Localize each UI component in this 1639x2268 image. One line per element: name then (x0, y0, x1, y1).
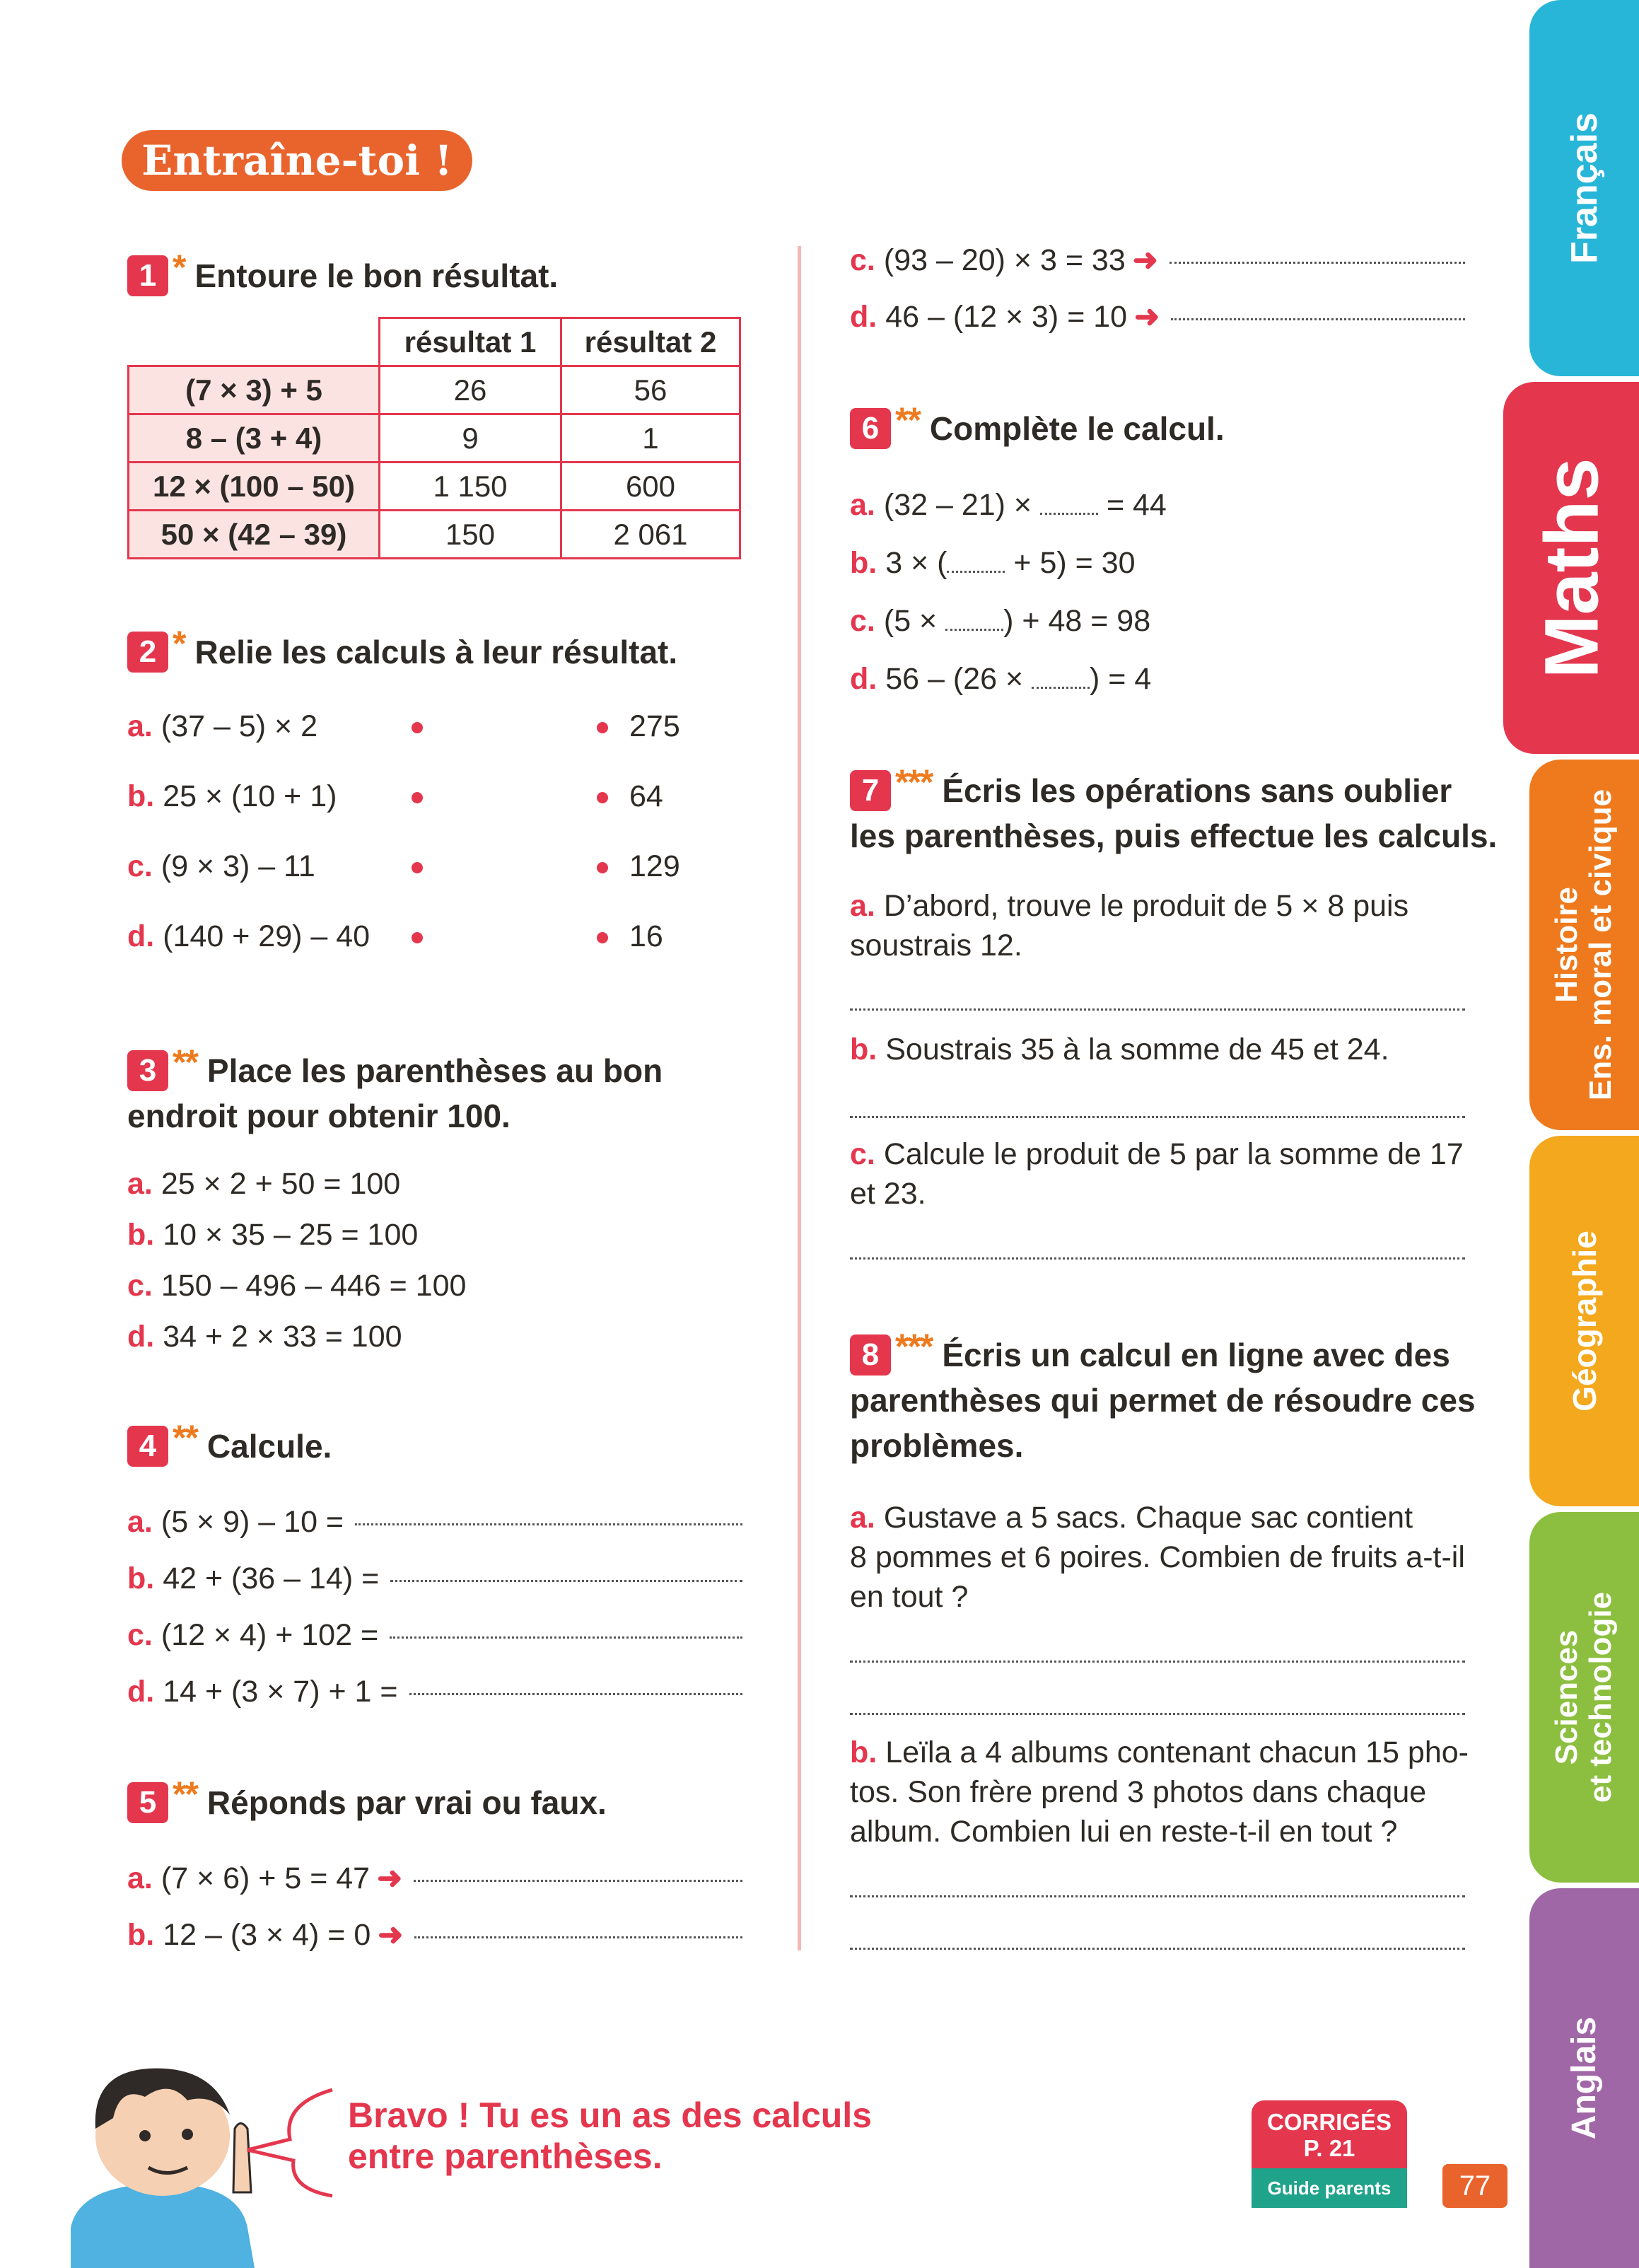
item-text: D’abord, trouve le produit de 5 × 8 puis (883, 889, 1409, 923)
row-calc: (7 × 3) + 5 (129, 366, 380, 414)
tab-label: Français (1563, 112, 1605, 264)
answer-field[interactable] (850, 1926, 1465, 1950)
difficulty-stars: *** (895, 762, 933, 802)
item-text: 8 pommes et 6 poires. Combien de fruits a-t-il (850, 1540, 1465, 1574)
item-text: et 23. (850, 1177, 926, 1211)
item-letter: b. (850, 1033, 877, 1066)
exercise-title-line: parenthèses qui permet de résoudre ces (850, 1382, 1476, 1419)
answer-field[interactable] (850, 1639, 1465, 1663)
item-text: 42 + (36 – 14) = (163, 1562, 380, 1595)
item-text: (7 × 6) + 5 = 47 (161, 1861, 371, 1895)
item-text: soustrais 12. (850, 929, 1022, 963)
tab-label: Anglais (1565, 2016, 1603, 2140)
exercise-number: 4 (127, 1426, 168, 1467)
answer-field[interactable] (390, 1559, 742, 1582)
answer-field[interactable] (355, 1502, 742, 1525)
result-cell[interactable]: 1 (561, 414, 740, 463)
link-dot-right[interactable] (597, 722, 608, 733)
list-item (127, 1559, 742, 1615)
result-cell[interactable]: 1 150 (380, 463, 561, 511)
result-cell[interactable]: 56 (561, 366, 740, 414)
item-post: + 5) = 30 (1013, 546, 1136, 580)
list-item (127, 1215, 466, 1266)
exercise-title: Place les parenthèses au bon (206, 1052, 663, 1089)
list-item (850, 485, 1167, 543)
link-dot-right[interactable] (597, 792, 608, 803)
arrow-icon: ➜ (1134, 300, 1160, 334)
item-pre: 56 – (26 × (885, 662, 1024, 696)
arrow-icon: ➜ (1132, 243, 1158, 277)
link-dot-left[interactable] (412, 862, 423, 873)
list-item (127, 1502, 742, 1559)
item-letter: c. (127, 1269, 153, 1303)
item-result: 64 (629, 779, 663, 813)
arrow-icon: ➜ (378, 1918, 404, 1952)
exercise-8-item-b (850, 1733, 1472, 1851)
corriges-page: P. 21 (1303, 2135, 1355, 2161)
item-letter: d. (850, 662, 877, 696)
answer-field[interactable] (414, 1859, 742, 1882)
table-row (129, 463, 740, 511)
item-calc: (140 + 29) – 40 (163, 919, 371, 953)
item-result: 275 (629, 709, 680, 743)
exercise-title-cont (850, 1378, 1476, 1468)
table-row (129, 511, 740, 559)
result-cell[interactable]: 600 (561, 463, 740, 511)
tab-anglais[interactable] (1529, 1888, 1639, 2268)
link-dot-left[interactable] (412, 932, 423, 943)
item-letter: d. (127, 1320, 155, 1354)
list-item (127, 1915, 742, 1972)
table-row (129, 414, 740, 463)
result-cell[interactable]: 2 061 (561, 511, 740, 559)
exercise-number: 6 (850, 408, 891, 449)
list-item (850, 659, 1167, 717)
exercise-title: Calcule. (206, 1428, 332, 1465)
exercise-number: 8 (850, 1334, 891, 1376)
item-calc: 25 × (10 + 1) (163, 779, 337, 813)
exercise-5-header (127, 1774, 607, 1825)
item-post: = 44 (1106, 488, 1167, 522)
exercise-7-item-b (850, 1030, 1472, 1069)
exercise-7-item-a (850, 886, 1472, 965)
blank-field[interactable] (1032, 665, 1090, 689)
item-result: 129 (629, 849, 680, 883)
blank-field[interactable] (1040, 492, 1098, 515)
exercise-title: Écris les opérations sans oublier (942, 772, 1452, 809)
tab-histoire[interactable] (1529, 760, 1639, 1130)
row-calc: 12 × (100 – 50) (129, 463, 380, 511)
exercise-number: 3 (127, 1050, 168, 1091)
exercise-7-item-c (850, 1134, 1472, 1214)
exercise-4-items (127, 1502, 742, 1728)
item-letter: a. (127, 1505, 153, 1539)
table-corner (129, 318, 380, 366)
exercise-number: 2 (127, 632, 168, 673)
column-header: résultat 1 (380, 318, 561, 366)
item-text: 10 × 35 – 25 = 100 (163, 1218, 419, 1252)
difficulty-stars: *** (895, 1327, 933, 1366)
difficulty-stars: ** (173, 1418, 197, 1458)
tab-francais[interactable] (1529, 0, 1639, 376)
difficulty-stars: ** (173, 1774, 197, 1814)
exercise-5-items-left (127, 1859, 742, 1972)
answer-field[interactable] (1170, 240, 1465, 264)
result-cell[interactable]: 9 (380, 414, 561, 463)
exercise-2-header (127, 624, 678, 675)
encouragement-line: entre parenthèses. (348, 2136, 663, 2176)
encouragement-text (348, 2095, 872, 2177)
column-divider (798, 246, 801, 1950)
tab-label: Maths (1528, 457, 1614, 679)
list-item (850, 240, 1465, 297)
exercise-title: Relie les calculs à leur résultat. (194, 634, 678, 670)
answer-field[interactable] (409, 1672, 742, 1695)
exercise-3-items (127, 1164, 466, 1368)
item-letter: c. (127, 849, 153, 883)
exercise-3-header (127, 1042, 663, 1093)
exercise-8-item-a (850, 1498, 1472, 1617)
item-pre: 3 × ( (885, 546, 947, 580)
item-letter: d. (127, 1675, 155, 1709)
difficulty-stars: * (173, 624, 185, 663)
item-letter: a. (127, 1861, 153, 1895)
list-item (127, 1266, 466, 1317)
result-cell[interactable]: 26 (380, 366, 561, 414)
blank-field[interactable] (945, 607, 1003, 631)
tab-geographie[interactable] (1529, 1136, 1639, 1506)
page-number: 77 (1442, 2164, 1507, 2208)
tab-label: Géographie (1565, 1231, 1603, 1412)
link-dot-right[interactable] (597, 932, 608, 943)
list-item (850, 543, 1167, 601)
blank-field[interactable] (947, 549, 1005, 573)
exercise-title: Écris un calcul en ligne avec des (942, 1337, 1450, 1373)
answer-field[interactable] (1171, 297, 1465, 320)
item-text: (93 – 20) × 3 = 33 (883, 243, 1126, 277)
table-row (129, 366, 740, 414)
item-result: 16 (629, 919, 663, 953)
answer-field[interactable] (850, 1692, 1465, 1715)
difficulty-stars: ** (173, 1042, 197, 1082)
exercise-6-items (850, 485, 1167, 717)
item-letter: d. (850, 300, 877, 334)
exercise-5-items-right (850, 240, 1465, 354)
item-text: 150 – 496 – 446 = 100 (161, 1269, 467, 1303)
exercise-6-header (850, 400, 1225, 451)
speech-bubble-tail (240, 2083, 339, 2203)
item-calc: (37 – 5) × 2 (161, 709, 317, 743)
list-item (127, 1615, 742, 1672)
item-letter: a. (127, 709, 153, 743)
item-letter: c. (850, 1137, 875, 1171)
list-item (127, 917, 764, 987)
difficulty-stars: * (173, 248, 185, 287)
exercise-8-header (850, 1327, 1450, 1378)
item-pre: (5 × (883, 604, 938, 638)
exercise-title: Entoure le bon résultat. (194, 257, 559, 294)
exercise-1-header (127, 248, 559, 298)
answer-field[interactable] (390, 1615, 742, 1639)
item-letter: d. (127, 919, 155, 953)
answer-field[interactable] (850, 1236, 1465, 1260)
item-letter: b. (850, 1735, 877, 1769)
encouragement-line: Bravo ! Tu es un as des calculs (348, 2095, 873, 2135)
tab-maths[interactable] (1503, 382, 1639, 754)
answer-field[interactable] (850, 1874, 1465, 1897)
list-item (127, 847, 764, 917)
item-text: 34 + 2 × 33 = 100 (163, 1320, 402, 1354)
item-pre: (32 – 21) × (883, 488, 1032, 522)
table-header-row (129, 318, 740, 366)
item-letter: c. (850, 243, 875, 277)
item-text: Soustrais 35 à la somme de 45 et 24. (885, 1033, 1389, 1066)
item-letter: b. (127, 1562, 155, 1595)
list-item (127, 706, 764, 777)
answer-field[interactable] (850, 1095, 1465, 1118)
item-calc: (9 × 3) – 11 (161, 849, 315, 883)
matching-list (127, 706, 764, 987)
corriges-label: CORRIGÉS (1266, 2109, 1392, 2135)
difficulty-stars: ** (895, 400, 920, 440)
exercise-title-line: problèmes. (850, 1427, 1024, 1464)
item-text: album. Combien lui en reste-t-il en tout ? (850, 1815, 1398, 1849)
answer-field[interactable] (850, 987, 1465, 1011)
corriges-badge[interactable] (1252, 2100, 1407, 2208)
item-text: 12 – (3 × 4) = 0 (163, 1918, 371, 1952)
item-letter: b. (127, 1218, 155, 1252)
item-letter: a. (127, 1167, 153, 1201)
exercise-title-cont: endroit pour obtenir 100. (127, 1098, 511, 1134)
guide-parents-label: Guide parents (1252, 2168, 1407, 2208)
item-text: tos. Son frère prend 3 photos dans chaque (850, 1775, 1427, 1809)
item-letter: a. (850, 1501, 875, 1535)
tab-label: Sciences (1549, 1629, 1585, 1765)
item-text: 46 – (12 × 3) = 10 (885, 300, 1128, 334)
exercise-4-header (127, 1418, 332, 1469)
link-dot-left[interactable] (412, 722, 423, 733)
item-letter: b. (850, 546, 877, 580)
item-text: 25 × 2 + 50 = 100 (161, 1167, 401, 1201)
item-text: (5 × 9) – 10 = (161, 1505, 344, 1539)
item-text: (12 × 4) + 102 = (161, 1618, 379, 1652)
list-item (127, 777, 764, 847)
item-text: en tout ? (850, 1580, 969, 1614)
exercise-7-header (850, 762, 1452, 813)
column-header: résultat 2 (561, 318, 740, 366)
link-dot-left[interactable] (412, 792, 423, 803)
item-letter: a. (850, 488, 875, 522)
item-letter: c. (127, 1618, 153, 1652)
item-post: ) + 48 = 98 (1003, 604, 1151, 638)
item-text: Leïla a 4 albums contenant chacun 15 pho- (885, 1735, 1469, 1769)
answer-field[interactable] (414, 1915, 742, 1938)
list-item (127, 1317, 466, 1368)
item-post: ) = 4 (1090, 662, 1152, 696)
row-calc: 8 – (3 + 4) (129, 414, 380, 463)
page-title: Entraîne-toi ! (122, 130, 472, 191)
item-letter: c. (850, 604, 875, 638)
tab-sciences[interactable] (1529, 1512, 1639, 1883)
item-text: 14 + (3 × 7) + 1 = (163, 1675, 398, 1709)
exercise-number: 1 (127, 255, 168, 296)
list-item (127, 1672, 742, 1728)
list-item (127, 1859, 742, 1915)
row-calc: 50 × (42 – 39) (129, 511, 380, 559)
tab-label: Histoire (1549, 887, 1585, 1003)
item-letter: a. (850, 889, 875, 923)
exercise-number: 7 (850, 770, 891, 811)
tab-label-sub: Ens. moral et civique (1583, 789, 1618, 1101)
exercise-title: Complète le calcul. (929, 410, 1225, 447)
item-letter: b. (127, 1918, 155, 1952)
arrow-icon: ➜ (377, 1861, 403, 1895)
list-item (127, 1164, 466, 1215)
item-letter: b. (127, 779, 155, 813)
result-cell[interactable]: 150 (380, 511, 561, 559)
item-text: Gustave a 5 sacs. Chaque sac contient (883, 1501, 1413, 1535)
tab-label-sub: et technologie (1583, 1591, 1618, 1803)
exercise-title: Réponds par vrai ou faux. (206, 1784, 607, 1821)
results-table (127, 317, 741, 559)
item-text: Calcule le produit de 5 par la somme de 17 (883, 1137, 1464, 1171)
exercise-number: 5 (127, 1782, 168, 1823)
exercise-title-cont: les parenthèses, puis effectue les calculs. (850, 818, 1498, 854)
link-dot-right[interactable] (597, 862, 608, 873)
list-item (850, 297, 1465, 354)
list-item (850, 601, 1167, 659)
